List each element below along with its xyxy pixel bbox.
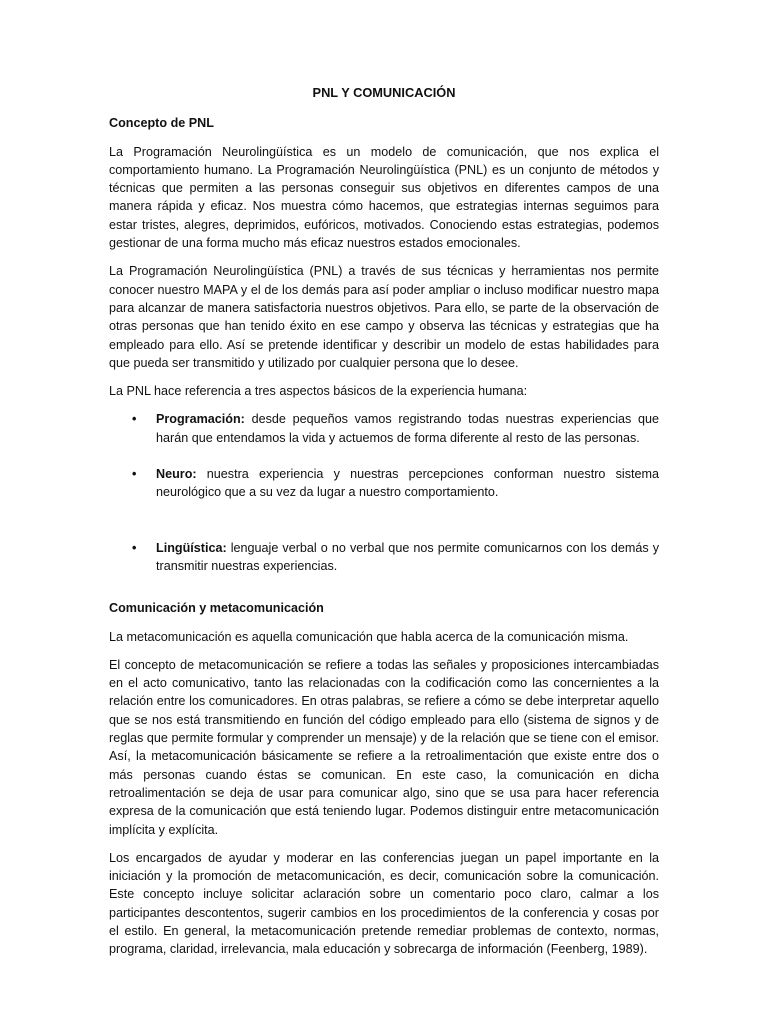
bullet-icon: • [132, 540, 137, 555]
bullet-text: lenguaje verbal o no verbal que nos permite comunicarnos con los demás y transmitir nuestras experiencias. [156, 540, 659, 573]
bullet-text: desde pequeños vamos registrando todas nuestras experiencias que harán que entendamos la vida y actuemos de forma diferente al resto de las personas. [156, 412, 659, 445]
bullet-item-linguistica [109, 539, 659, 576]
bullet-term: Programación: [156, 412, 245, 427]
section-heading-concepto-pnl: Concepto de PNL [109, 116, 214, 131]
paragraph: La PNL hace referencia a tres aspectos básicos de la experiencia humana: [109, 384, 528, 399]
bullet-text: nuestra experiencia y nuestras percepciones conforman nuestro sistema neurológico que a su vez da lugar a nuestro comportamiento. [156, 467, 659, 500]
paragraph: El concepto de metacomunicación se refiere a todas las señales y proposiciones intercambiadas en el acto comunicativo, tanto las relacionadas con la codificación como las concernientes a la relación entre los comunicadores. En otras palabras, se refiere a cómo se debe interpretar aquello que se nos está transmitiendo en función del código empleado para ello (sistema de signos y de reglas que permite formular y comprender un mensaje) y de la relación que se tiene con el emisor. Así, la metacomunicación básicamente se refiere a la retroalimentación que existe entre dos o más personas cuando éstas se comunican. En este caso, la comunicación en dicha retroalimentación se deja de usar para comunicar algo, sino que se usa para hacer referencia expresa de la comunicación que está teniendo lugar. Podemos distinguir entre metacomunicación implícita y explícita. [109, 657, 659, 837]
bullet-item-programacion [109, 410, 659, 447]
paragraph: La Programación Neurolingüística (PNL) a través de sus técnicas y herramientas nos permite conocer nuestro MAPA y el de los demás para así poder ampliar o incluso modificar nuestro mapa para alcanzar de manera satisfactoria nuestros objetivos. Para ello, se parte de la observación de otras personas que han tenido éxito en ese campo y observa las técnicas y estrategias que ha empleado para ello. Así se pretende identificar y describir un modelo de estas habilidades para que pueda ser transmitido y utilizado por cualquier persona que lo desee. [109, 264, 659, 370]
document-title: PNL Y COMUNICACIÓN [312, 85, 456, 100]
bullet-item-neuro [109, 465, 659, 502]
bullet-term: Lingüística: [156, 540, 227, 555]
paragraph: La Programación Neurolingüística es un modelo de comunicación, que nos explica el comportamiento humano. La Programación Neurolingüística (PNL) es un conjunto de métodos y técnicas que permiten a las personas conseguir sus objetivos en diferentes campos de una manera rápida y eficaz. Nos muestra cómo hacemos, que estrategias internas seguimos para estar tristes, alegres, deprimidos, eufóricos, motivados. Conociendo estas estrategias, podemos gestionar de una forma mucho más eficaz nuestros estados emocionales. [109, 144, 659, 251]
section-comunicacion [109, 599, 659, 958]
bullet-icon: • [132, 412, 137, 427]
section-heading-comunicacion-metacomunicacion: Comunicación y metacomunicación [109, 601, 324, 616]
aspects-bullet-list [109, 410, 659, 575]
bullet-term: Neuro: [156, 467, 197, 482]
paragraph: La metacomunicación es aquella comunicación que habla acerca de la comunicación misma. [109, 629, 629, 644]
paragraph: Los encargados de ayudar y moderar en las conferencias juegan un papel importante en la iniciación y la promoción de metacomunicación, es decir, comunicación sobre la comunicación. Este concepto incluye solicitar aclaración sobre un comentario poco claro, calmar a los participantes descontentos, sugerir cambios en los procedimientos de la conferencia y cosas por el estilo. En general, la metacomunicación pretende remediar problemas de contexto, normas, programa, claridad, irrelevancia, mala educación y sobrecarga de información (Feenberg, 1989). [109, 850, 659, 957]
bullet-icon: • [132, 467, 137, 482]
